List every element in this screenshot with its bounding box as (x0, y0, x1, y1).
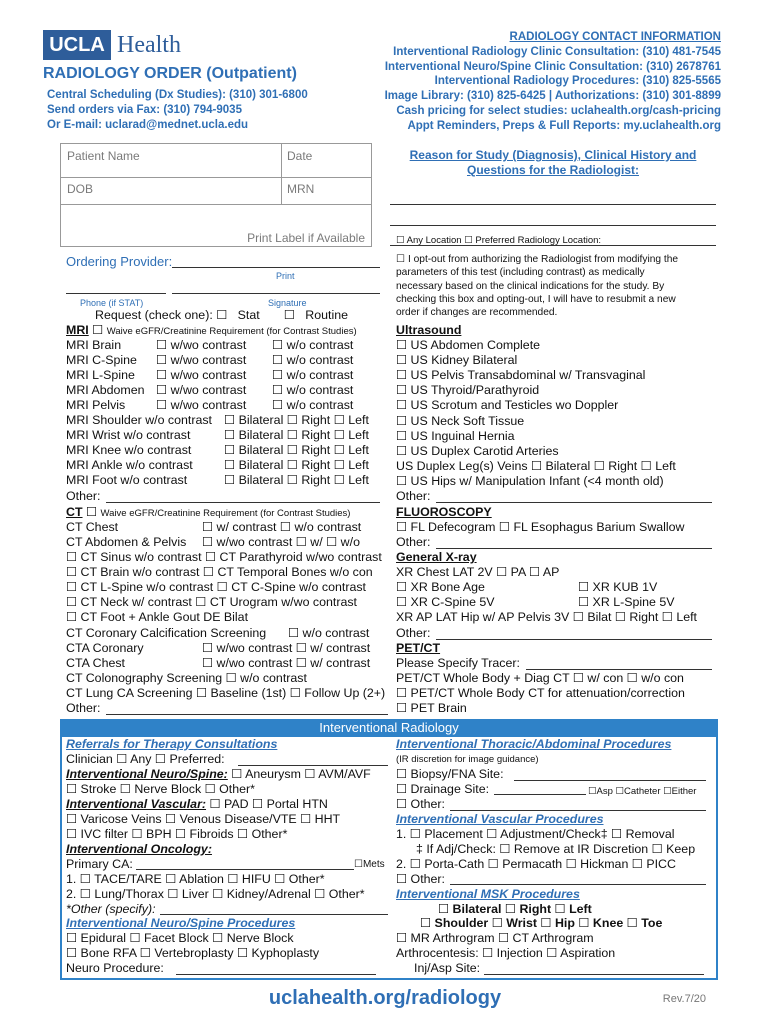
contact-email: Or E-mail: uclarad@mednet.ucla.edu (47, 119, 249, 131)
mri-side-row-name: MRI Foot w/o contrast (66, 473, 188, 487)
ir-onc-1[interactable]: 1. ☐ TACE/TARE ☐ Ablation ☐ HIFU ☐ Other* (66, 872, 325, 886)
signature-line[interactable] (172, 293, 380, 294)
us-heading: Ultrasound (396, 323, 462, 337)
contact-line: Interventional Radiology Procedures: (310) 825-5565 (434, 75, 721, 88)
ucla-logo (43, 30, 193, 60)
mri-side-row-name: MRI Shoulder w/o contrast (66, 413, 212, 427)
xray-hip[interactable]: XR AP LAT Hip w/ AP Pelvis 3V ☐ Bilat ☐ Right ☐ Left (396, 610, 697, 624)
print-caption: Print (276, 271, 295, 281)
mri-side-row-name: MRI Wrist w/o contrast (66, 428, 191, 442)
us-item[interactable]: Other: (396, 489, 431, 503)
ct-row[interactable]: ☐ CT Foot + Ankle Gout DE Bilat (66, 610, 249, 624)
ct-coronary-calc[interactable]: CT Coronary Calcification Screening (66, 626, 267, 640)
contact-line: Image Library: (310) 825-6425 | Authorizations: (310) 301-8899 (384, 90, 721, 103)
mri-wwo-option[interactable]: ☐ w/wo contrast (156, 398, 247, 412)
mri-side-row-name: MRI Knee w/o contrast (66, 443, 192, 457)
contact-fax: Send orders via Fax: (310) 794-9035 (47, 104, 242, 116)
us-item[interactable]: ☐ US Duplex Carotid Arteries (396, 443, 559, 458)
ct-abd-pelvis[interactable]: CT Abdomen & Pelvis (66, 535, 187, 549)
cta-coronary[interactable]: CTA Coronary (66, 641, 144, 655)
ir-vasc-proc-other[interactable]: ☐ Other: (396, 872, 445, 886)
ir-vasc-row[interactable]: Interventional Vascular: ☐ PAD ☐ Portal HTN (66, 797, 328, 811)
ir-clinician[interactable]: Clinician ☐ Any ☐ Preferred: (66, 752, 225, 766)
ir-mets[interactable]: ☐Mets (354, 859, 385, 870)
request-row: Request (check one): ☐ Stat ☐ Routine (95, 308, 348, 322)
xray-kub[interactable]: ☐ XR KUB 1V (578, 580, 658, 594)
us-item[interactable]: ☐ US Inguinal Hernia (396, 428, 515, 443)
patient-name-field[interactable]: Patient Name (67, 149, 140, 163)
ir-drainage-options[interactable]: ☐Asp ☐Catheter ☐Either (588, 786, 697, 797)
mri-side-options[interactable]: ☐ Bilateral ☐ Right ☐ Left (224, 413, 369, 427)
ir-neuro-proc-3[interactable]: Neuro Procedure: (66, 961, 164, 975)
xray-bone-age[interactable]: ☐ XR Bone Age (396, 580, 485, 594)
fluoro-other[interactable]: Other: (396, 535, 431, 549)
ir-msk-site[interactable]: Inj/Asp Site: (414, 961, 481, 975)
ir-neuro-proc-1[interactable]: ☐ Epidural ☐ Facet Block ☐ Nerve Block (66, 931, 294, 945)
mri-wo-option[interactable]: ☐ w/o contrast (272, 353, 354, 367)
pet-item[interactable]: ☐ PET Brain (396, 701, 467, 715)
ir-neuro-proc-2[interactable]: ☐ Bone RFA ☐ Vertebroplasty ☐ Kyphoplasty (66, 946, 320, 960)
mri-wwo-option[interactable]: ☐ w/wo contrast (156, 383, 247, 397)
mri-wo-option[interactable]: ☐ w/o contrast (272, 398, 354, 412)
stat-checkbox[interactable]: ☐ (216, 308, 228, 322)
mri-wo-option[interactable]: ☐ w/o contrast (272, 383, 354, 397)
ir-vasc-proc-1[interactable]: 1. ☐ Placement ☐ Adjustment/Check‡ ☐ Removal (396, 827, 675, 841)
pet-tracer[interactable]: Please Specify Tracer: (396, 656, 520, 670)
ir-discretion: (IR discretion for image guidance) (396, 754, 539, 765)
ct-row[interactable]: ☐ CT Neck w/ contrast ☐ CT Urogram w/wo contrast (66, 595, 357, 609)
mri-wo-option[interactable]: ☐ w/o contrast (272, 368, 354, 382)
reason-heading: Reason for Study (Diagnosis), Clinical History and Questions for the Radiologist: (409, 148, 697, 177)
us-item[interactable]: ☐ US Neck Soft Tissue (396, 413, 525, 428)
contact-line: Interventional Radiology Clinic Consultation: (310) 481-7545 (393, 45, 721, 58)
ir-vasc-row2[interactable]: ☐ Varicose Veins ☐ Venous Disease/VTE ☐ HHT (66, 812, 341, 826)
optout-text[interactable]: ☐ I opt-out from authorizing the Radiologist from modifying the parameters of this test (including contrast) as medically necessary based on the clinical indications for the study. By checking this box and opting-out, I will have to resubmit a new order if changes are recommended. (396, 254, 679, 319)
mri-side-row-name: MRI Ankle w/o contrast (66, 458, 193, 472)
phone-caption: Phone (if STAT) (80, 298, 144, 308)
contact-info (385, 30, 721, 134)
left-contacts (47, 88, 308, 133)
ct-row[interactable]: ☐ CT Sinus w/o contrast ☐ CT Parathyroid w/wo contrast (66, 550, 382, 564)
ct-other[interactable]: Other: (66, 701, 101, 715)
fluoro-item[interactable]: ☐ FL Defecogram ☐ FL Esophagus Barium Swallow (396, 520, 685, 534)
cta-chest-options[interactable]: ☐ w/wo contrast ☐ w/ contrast (202, 656, 371, 670)
contact-info-heading: RADIOLOGY CONTACT INFORMATION (509, 31, 721, 43)
ir-vasc-proc-2[interactable]: ‡ If Adj/Check: ☐ Remove at IR Discretion ☐ Keep (416, 842, 696, 856)
pet-item[interactable]: ☐ PET/CT Whole Body CT for attenuation/correction (396, 686, 685, 700)
ir-msk-joints[interactable]: ☐ Shoulder ☐ Wrist ☐ Hip ☐ Knee ☐ Toe (420, 916, 663, 930)
xray-other[interactable]: Other: (396, 626, 431, 640)
mri-wwo-option[interactable]: ☐ w/wo contrast (156, 338, 247, 352)
contact-line: Appt Reminders, Preps & Full Reports: my.uclahealth.org (407, 119, 721, 132)
ct-waive-checkbox[interactable]: ☐ (85, 505, 98, 519)
ir-msk-arthrocentesis[interactable]: Arthrocentesis: ☐ Injection ☐ Aspiration (396, 946, 616, 960)
ct-chest-options[interactable]: ☐ w/ contrast ☐ w/o contrast (202, 520, 362, 534)
xray-c-spine[interactable]: ☐ XR C-Spine 5V (396, 595, 495, 609)
date-field[interactable]: Date (287, 149, 313, 163)
ct-row[interactable]: ☐ CT Brain w/o contrast ☐ CT Temporal Bones w/o con (66, 565, 373, 579)
ir-biopsy[interactable]: ☐ Biopsy/FNA Site: (396, 767, 504, 781)
reason-line-2[interactable] (390, 225, 716, 226)
mri-side-options[interactable]: ☐ Bilateral ☐ Right ☐ Left (224, 473, 369, 487)
ir-vasc-proc-3[interactable]: 2. ☐ Porta-Cath ☐ Permacath ☐ Hickman ☐ PICC (396, 857, 676, 871)
routine-checkbox[interactable]: ☐ (283, 308, 295, 322)
reason-line-1[interactable] (390, 204, 716, 205)
ir-onc-2[interactable]: 2. ☐ Lung/Thorax ☐ Liver ☐ Kidney/Adrenal ☐ Other* (66, 887, 365, 901)
fluoro-heading: FLUOROSCOPY (396, 505, 492, 519)
mri-wwo-option[interactable]: ☐ w/wo contrast (156, 368, 247, 382)
ir-other-specify[interactable]: *Other (specify): (66, 902, 156, 916)
page-title: RADIOLOGY ORDER (Outpatient) (43, 65, 297, 82)
mri-row-name: MRI C-Spine (66, 353, 137, 367)
mri-row-name: MRI Abdomen (66, 383, 145, 397)
us-item[interactable]: ☐ US Abdomen Complete (396, 338, 541, 352)
ct-lung-ca[interactable]: CT Lung CA Screening ☐ Baseline (1st) ☐ Follow Up (2+) (66, 686, 386, 700)
footer-url[interactable]: uclahealth.org/radiology (268, 987, 502, 1009)
mri-other[interactable]: Other: (66, 489, 101, 503)
xray-chest[interactable]: XR Chest LAT 2V ☐ PA ☐ AP (396, 565, 560, 579)
contact-line: Interventional Neuro/Spine Clinic Consultation: (310) 2678761 (384, 60, 721, 73)
mri-side-options[interactable]: ☐ Bilateral ☐ Right ☐ Left (224, 428, 369, 442)
us-item[interactable]: US Duplex Leg(s) Veins ☐ Bilateral ☐ Right ☐ Left (396, 458, 676, 473)
ir-neuro-row2[interactable]: ☐ Stroke ☐ Nerve Block ☐ Other* (66, 782, 255, 796)
ir-msk-arthrogram[interactable]: ☐ MR Arthrogram ☐ CT Arthrogram (396, 931, 594, 945)
ir-msk-link[interactable]: Interventional MSK Procedures (396, 887, 580, 901)
pet-item[interactable]: PET/CT Whole Body + Diag CT ☐ w/ con ☐ w/o con (396, 671, 684, 685)
cta-chest[interactable]: CTA Chest (66, 656, 125, 670)
us-item[interactable]: ☐ US Scrotum and Testicles wo Doppler (396, 398, 619, 413)
mri-side-options[interactable]: ☐ Bilateral ☐ Right ☐ Left (224, 458, 369, 472)
ct-row[interactable]: ☐ CT L-Spine w/o contrast ☐ CT C-Spine w/o contrast (66, 580, 366, 594)
logo-ucla-box: UCLA (43, 30, 111, 60)
ordering-provider-line[interactable] (172, 267, 380, 268)
mri-side-options[interactable]: ☐ Bilateral ☐ Right ☐ Left (224, 443, 369, 457)
ir-drainage[interactable]: ☐ Drainage Site: (396, 782, 490, 796)
us-item[interactable]: ☐ US Thyroid/Parathyroid (396, 383, 540, 398)
phone-line[interactable] (66, 293, 166, 294)
mri-wwo-option[interactable]: ☐ w/wo contrast (156, 353, 247, 367)
ir-thoracic-other[interactable]: ☐ Other: (396, 797, 445, 811)
xray-heading: General X-ray (396, 550, 477, 564)
ct-chest[interactable]: CT Chest (66, 520, 119, 534)
ct-colonography[interactable]: CT Colonography Screening ☐ w/o contrast (66, 671, 307, 685)
ir-referrals-link[interactable]: Referrals for Therapy Consultations (66, 737, 278, 751)
print-label-text: Print Label if Available (247, 231, 365, 245)
ir-thoracic-link[interactable]: Interventional Thoracic/Abdominal Procedures (396, 737, 672, 751)
ct-heading-row: CT ☐ Waive eGFR/Creatinine Requirement (for Contrast Studies) (66, 505, 351, 519)
contact-scheduling: Central Scheduling (Dx Studies): (310) 301-6800 (47, 89, 308, 101)
ir-primary-ca[interactable]: Primary CA: (66, 857, 133, 871)
ir-msk-sides[interactable]: ☐ Bilateral ☐ Right ☐ Left (438, 902, 592, 916)
xray-l-spine[interactable]: ☐ XR L-Spine 5V (578, 595, 675, 609)
mri-row-name: MRI Brain (66, 338, 122, 352)
patient-box (60, 143, 372, 247)
mri-heading-row: MRI ☐ Waive eGFR/Creatinine Requirement (for Contrast Studies) (66, 323, 357, 337)
us-item[interactable]: ☐ US Kidney Bilateral (396, 353, 518, 368)
mrn-field[interactable]: MRN (287, 182, 315, 196)
ir-neuro-proc-link[interactable]: Interventional Neuro/Spine Procedures (66, 916, 296, 930)
contact-line: Cash pricing for select studies: uclahealth.org/cash-pricing (396, 104, 721, 117)
ir-onc-heading: Interventional Oncology: (66, 842, 212, 856)
mri-row-name: MRI L-Spine (66, 368, 135, 382)
us-item[interactable]: ☐ US Hips w/ Manipulation Infant (<4 month old) (396, 473, 664, 488)
ir-vasc-row3[interactable]: ☐ IVC filter ☐ BPH ☐ Fibroids ☐ Other* (66, 827, 288, 841)
dob-field[interactable]: DOB (67, 182, 94, 196)
ir-banner: Interventional Radiology (60, 719, 718, 737)
ir-neuro-row[interactable]: Interventional Neuro/Spine: ☐ Aneurysm ☐ AVM/AVF (66, 767, 371, 781)
logo-health-text: Health (117, 32, 181, 58)
footer-rev: Rev.7/20 (662, 993, 706, 1005)
pet-heading: PET/CT (396, 641, 441, 655)
mri-wo-option[interactable]: ☐ w/o contrast (272, 338, 354, 352)
mri-waive-checkbox[interactable]: ☐ (92, 323, 104, 337)
ir-vasc-proc-link[interactable]: Interventional Vascular Procedures (396, 812, 604, 826)
ct-abd-pelvis-options[interactable]: ☐ w/wo contrast ☐ w/ ☐ w/o (202, 535, 360, 549)
signature-caption: Signature (268, 298, 307, 308)
ordering-provider-label: Ordering Provider: (66, 254, 173, 269)
us-item[interactable]: ☐ US Pelvis Transabdominal w/ Transvaginal (396, 368, 646, 383)
cta-coronary-options[interactable]: ☐ w/wo contrast ☐ w/ contrast (202, 641, 371, 655)
ct-coronary-calc-option[interactable]: ☐ w/o contrast (288, 626, 370, 640)
mri-row-name: MRI Pelvis (66, 398, 126, 412)
location-checkboxes[interactable]: ☐ Any Location ☐ Preferred Radiology Location: (396, 235, 602, 246)
